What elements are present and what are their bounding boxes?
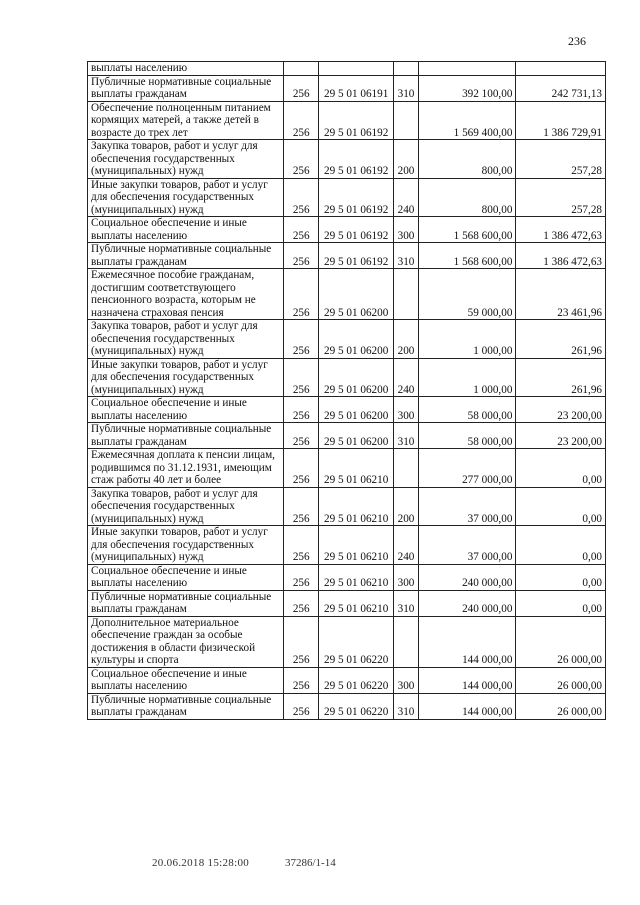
row-name-cell: выплаты населению [88,62,284,76]
row-name-cell: Обеспечение полноценным питанием кормящих матерей, а также детей в возрасте до трех лет [88,101,284,140]
footer-document-code: 37286/1-14 [285,857,336,869]
row-planned-amount-cell: 277 000,00 [418,449,516,488]
row-executed-amount-cell: 1 386 472,63 [516,217,606,243]
row-target-article-cell: 29 5 01 06210 [319,564,394,590]
row-expense-type-cell [394,616,418,667]
table-row [88,140,606,179]
row-expense-type-cell: 240 [394,526,418,565]
row-executed-amount-cell: 261,96 [516,320,606,359]
table-row [88,75,606,101]
table-row [88,449,606,488]
row-executed-amount-cell: 1 386 729,91 [516,101,606,140]
row-department-code-cell [284,62,319,76]
row-name-cell: Закупка товаров, работ и услуг для обеспечения государственных (муниципальных) нужд [88,140,284,179]
row-name-cell: Социальное обеспечение и иные выплаты населению [88,217,284,243]
row-planned-amount-cell [418,62,516,76]
row-executed-amount-cell: 26 000,00 [516,667,606,693]
row-target-article-cell: 29 5 01 06210 [319,487,394,526]
row-name-cell: Закупка товаров, работ и услуг для обеспечения государственных (муниципальных) нужд [88,320,284,359]
row-target-article-cell: 29 5 01 06192 [319,178,394,217]
table-row [88,101,606,140]
row-department-code-cell: 256 [284,667,319,693]
row-executed-amount-cell [516,62,606,76]
row-name-cell: Публичные нормативные социальные выплаты гражданам [88,590,284,616]
row-planned-amount-cell: 144 000,00 [418,693,516,719]
row-expense-type-cell: 310 [394,693,418,719]
row-target-article-cell [319,62,394,76]
row-target-article-cell: 29 5 01 06200 [319,397,394,423]
row-name-cell: Социальное обеспечение и иные выплаты населению [88,397,284,423]
row-name-cell: Закупка товаров, работ и услуг для обеспечения государственных (муниципальных) нужд [88,487,284,526]
row-planned-amount-cell: 240 000,00 [418,590,516,616]
row-planned-amount-cell: 800,00 [418,178,516,217]
row-executed-amount-cell: 257,28 [516,178,606,217]
row-executed-amount-cell: 261,96 [516,358,606,397]
row-target-article-cell: 29 5 01 06192 [319,140,394,179]
row-target-article-cell: 29 5 01 06220 [319,616,394,667]
table-row [88,269,606,320]
row-planned-amount-cell: 392 100,00 [418,75,516,101]
row-executed-amount-cell: 242 731,13 [516,75,606,101]
row-executed-amount-cell: 26 000,00 [516,693,606,719]
table-row [88,693,606,719]
row-planned-amount-cell: 1 569 400,00 [418,101,516,140]
row-planned-amount-cell: 800,00 [418,140,516,179]
row-expense-type-cell: 300 [394,217,418,243]
row-planned-amount-cell: 1 000,00 [418,320,516,359]
row-expense-type-cell: 310 [394,423,418,449]
row-planned-amount-cell: 58 000,00 [418,423,516,449]
row-department-code-cell: 256 [284,397,319,423]
row-expense-type-cell: 200 [394,140,418,179]
table-row [88,397,606,423]
row-planned-amount-cell: 37 000,00 [418,526,516,565]
row-name-cell: Социальное обеспечение и иные выплаты населению [88,564,284,590]
table-row [88,667,606,693]
row-department-code-cell: 256 [284,693,319,719]
row-expense-type-cell: 300 [394,564,418,590]
row-planned-amount-cell: 1 568 600,00 [418,243,516,269]
footer-datetime: 20.06.2018 15:28:00 [152,857,250,869]
row-name-cell: Публичные нормативные социальные выплаты гражданам [88,423,284,449]
row-planned-amount-cell: 1 568 600,00 [418,217,516,243]
row-target-article-cell: 29 5 01 06220 [319,693,394,719]
row-department-code-cell: 256 [284,487,319,526]
row-executed-amount-cell: 23 200,00 [516,423,606,449]
row-target-article-cell: 29 5 01 06200 [319,269,394,320]
row-name-cell: Публичные нормативные социальные выплаты гражданам [88,75,284,101]
row-name-cell: Иные закупки товаров, работ и услуг для обеспечения государственных (муниципальных) нужд [88,178,284,217]
row-name-cell: Дополнительное материальное обеспечение граждан за особые достижения в области физической культуры и спорта [88,616,284,667]
row-expense-type-cell: 300 [394,667,418,693]
table-row [88,243,606,269]
row-department-code-cell: 256 [284,75,319,101]
row-expense-type-cell: 310 [394,243,418,269]
row-executed-amount-cell: 0,00 [516,564,606,590]
row-target-article-cell: 29 5 01 06200 [319,320,394,359]
row-target-article-cell: 29 5 01 06191 [319,75,394,101]
row-department-code-cell: 256 [284,590,319,616]
row-department-code-cell: 256 [284,616,319,667]
row-target-article-cell: 29 5 01 06200 [319,423,394,449]
row-expense-type-cell: 200 [394,487,418,526]
row-target-article-cell: 29 5 01 06210 [319,590,394,616]
row-department-code-cell: 256 [284,449,319,488]
row-name-cell: Публичные нормативные социальные выплаты гражданам [88,243,284,269]
row-name-cell: Публичные нормативные социальные выплаты гражданам [88,693,284,719]
row-name-cell: Социальное обеспечение и иные выплаты населению [88,667,284,693]
row-planned-amount-cell: 1 000,00 [418,358,516,397]
row-name-cell: Иные закупки товаров, работ и услуг для обеспечения государственных (муниципальных) нужд [88,358,284,397]
table-row [88,423,606,449]
row-target-article-cell: 29 5 01 06192 [319,243,394,269]
row-executed-amount-cell: 1 386 472,63 [516,243,606,269]
row-department-code-cell: 256 [284,243,319,269]
row-expense-type-cell [394,62,418,76]
row-department-code-cell: 256 [284,217,319,243]
row-target-article-cell: 29 5 01 06192 [319,101,394,140]
row-executed-amount-cell: 0,00 [516,487,606,526]
row-expense-type-cell: 240 [394,358,418,397]
row-executed-amount-cell: 23 461,96 [516,269,606,320]
row-expense-type-cell: 240 [394,178,418,217]
row-target-article-cell: 29 5 01 06192 [319,217,394,243]
row-target-article-cell: 29 5 01 06210 [319,449,394,488]
row-department-code-cell: 256 [284,320,319,359]
page-number: 236 [568,34,586,48]
row-executed-amount-cell: 0,00 [516,526,606,565]
row-planned-amount-cell: 240 000,00 [418,564,516,590]
row-department-code-cell: 256 [284,423,319,449]
row-name-cell: Иные закупки товаров, работ и услуг для обеспечения государственных (муниципальных) нужд [88,526,284,565]
table-row [88,616,606,667]
row-executed-amount-cell: 257,28 [516,140,606,179]
row-executed-amount-cell: 0,00 [516,449,606,488]
row-department-code-cell: 256 [284,178,319,217]
table-row [88,178,606,217]
table-row [88,358,606,397]
budget-table-body [88,62,606,720]
row-name-cell: Ежемесячное пособие гражданам, достигшим соответствующего пенсионного возраста, которым не назначена страховая пенсия [88,269,284,320]
row-target-article-cell: 29 5 01 06210 [319,526,394,565]
row-expense-type-cell: 300 [394,397,418,423]
table-row [88,62,606,76]
budget-table [87,61,606,720]
row-planned-amount-cell: 144 000,00 [418,667,516,693]
table-row [88,526,606,565]
table-row [88,487,606,526]
row-planned-amount-cell: 144 000,00 [418,616,516,667]
row-executed-amount-cell: 26 000,00 [516,616,606,667]
row-executed-amount-cell: 23 200,00 [516,397,606,423]
row-department-code-cell: 256 [284,101,319,140]
row-target-article-cell: 29 5 01 06200 [319,358,394,397]
row-expense-type-cell: 310 [394,590,418,616]
row-planned-amount-cell: 58 000,00 [418,397,516,423]
table-row [88,217,606,243]
row-expense-type-cell: 200 [394,320,418,359]
row-department-code-cell: 256 [284,564,319,590]
row-executed-amount-cell: 0,00 [516,590,606,616]
row-expense-type-cell [394,101,418,140]
row-name-cell: Ежемесячная доплата к пенсии лицам, родившимся по 31.12.1931, имеющим стаж работы 40 лет и более [88,449,284,488]
table-row [88,320,606,359]
row-planned-amount-cell: 37 000,00 [418,487,516,526]
row-target-article-cell: 29 5 01 06220 [319,667,394,693]
row-department-code-cell: 256 [284,269,319,320]
row-planned-amount-cell: 59 000,00 [418,269,516,320]
row-department-code-cell: 256 [284,358,319,397]
row-expense-type-cell [394,449,418,488]
row-expense-type-cell [394,269,418,320]
row-department-code-cell: 256 [284,526,319,565]
row-department-code-cell: 256 [284,140,319,179]
row-expense-type-cell: 310 [394,75,418,101]
table-row [88,590,606,616]
table-row [88,564,606,590]
